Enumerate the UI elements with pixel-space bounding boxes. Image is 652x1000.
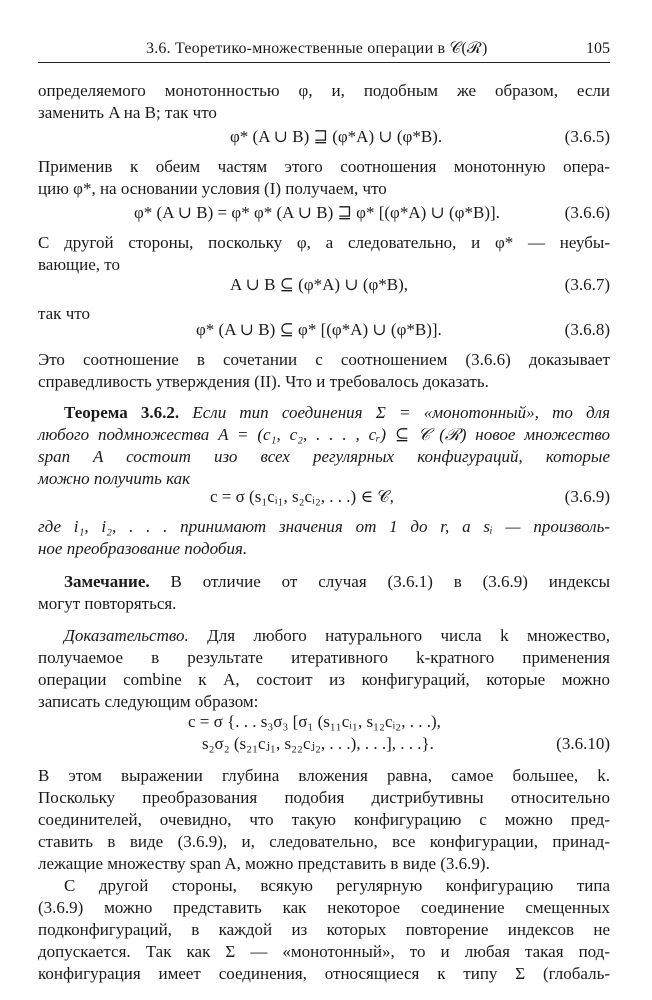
- text-line: могут повторяться.: [38, 594, 177, 613]
- text-line: цию φ*, на основании условия (I) получаем, что: [38, 179, 387, 198]
- text-line: Применив к обеим частям этого соотношения монотонную опера-: [38, 157, 610, 176]
- text-line: получаемое в результате итеративного k-кратного применения: [38, 648, 610, 667]
- text-line: допускается. Так как Σ — «монотонный», то и любая такая под-: [38, 942, 610, 961]
- remark-label: Замечание.: [64, 572, 150, 591]
- equation-number: (3.6.10): [556, 734, 610, 753]
- text-line: конфигурация имеет соединения, относящиеся к типу Σ (глобаль-: [38, 964, 610, 983]
- equation-expression: φ* (A ∪ B) ⊒ (φ*A) ∪ (φ*B).: [230, 127, 443, 146]
- text-line: Поскольку преобразования подобия дистрибутивны относительно: [38, 788, 610, 807]
- proof-text: Для любого натурального числа k множество,: [207, 626, 611, 645]
- text-line: С другой стороны, всякую регулярную конфигурацию типа: [64, 876, 610, 895]
- equation-number: (3.6.8): [564, 320, 610, 339]
- equation-expression: s₂σ₂ (s₂₁cⱼ₁, s₂₂cⱼ₂, . . .), . . .], . . .}.: [202, 734, 434, 753]
- page-number: 105: [586, 40, 610, 57]
- equation-3-6-9: [38, 485, 610, 509]
- text-line: соединителей, очевидно, что такую конфигурацию c можно пред-: [38, 810, 610, 829]
- book-page: [38, 0, 610, 1000]
- running-title: 3.6. Теоретико-множественные операции в 𝒞(ℛ): [146, 40, 488, 57]
- text-line: С другой стороны, поскольку φ, а следовательно, и φ* — неубы-: [38, 233, 610, 252]
- proof-line: [64, 624, 610, 648]
- theorem-text: Если тип соединения Σ = «монотонный», то для: [192, 403, 611, 422]
- equation-expression: c = σ {. . . s₃σ₃ [σ₁ (s₁₁cᵢ₁, s₁₂cᵢ₂, . . .),: [188, 712, 441, 731]
- text-line: (3.6.9) можно представить как некоторое соединение смещенных: [38, 898, 610, 917]
- equation-3-6-8: [38, 318, 610, 342]
- equation-3-6-7: [38, 273, 610, 297]
- equation-3-6-10-line1: [38, 710, 610, 734]
- theorem-line: любого подмножества A = (c₁, c₂, . . . , cᵣ) ⊆ 𝒞 (ℛ) новое множество: [38, 425, 610, 444]
- equation-expression: φ* (A ∪ B) = φ* φ* (A ∪ B) ⊒ φ* [(φ*A) ∪ (φ*B)].: [134, 203, 500, 222]
- theorem-line: span A состоит изо всех регулярных конфигураций, которые: [38, 447, 610, 466]
- equation-expression: φ* (A ∪ B) ⊆ φ* [(φ*A) ∪ (φ*B)].: [196, 320, 442, 339]
- equation-number: (3.6.9): [564, 487, 610, 506]
- text-line: лежащие множеству span A, можно представить в виде (3.6.9).: [38, 854, 490, 873]
- text-line: операции combine к A, состоит из конфигураций, которые можно: [38, 670, 610, 689]
- text-line: подконфигураций, в каждой из которых повторение индексов не: [38, 920, 610, 939]
- equation-3-6-6: [38, 201, 610, 225]
- text-line: записать следующим образом:: [38, 692, 259, 711]
- theorem-label: Теорема 3.6.2.: [64, 403, 180, 422]
- text-line: определяемого монотонностью φ, и, подобным же образом, если: [38, 81, 610, 100]
- proof-label: Доказательство.: [64, 626, 189, 645]
- theorem-line: ное преобразование подобия.: [38, 539, 248, 558]
- page-header: [38, 36, 610, 63]
- text-line: справедливость утверждения (II). Что и требовалось доказать.: [38, 372, 489, 391]
- text-line: вающие, то: [38, 255, 120, 274]
- text-line: ставить в виде (3.6.9), и, следовательно, все конфигурации, принад-: [38, 832, 610, 851]
- equation-expression: c = σ (s₁cᵢ₁, s₂cᵢ₂, . . .) ∈ 𝒞,: [210, 487, 394, 506]
- equation-3-6-5: [38, 125, 610, 149]
- equation-number: (3.6.7): [564, 275, 610, 294]
- remark-text: В отличие от случая (3.6.1) в (3.6.9) индексы: [170, 572, 610, 591]
- equation-expression: A ∪ B ⊆ (φ*A) ∪ (φ*B),: [230, 275, 409, 294]
- remark-line: [64, 570, 610, 594]
- equation-number: (3.6.6): [564, 203, 610, 222]
- text-line: заменить A на B; так что: [38, 103, 217, 122]
- theorem-line: где i₁, i₂, . . . принимают значения от 1 до r, а sᵢ — произволь-: [38, 517, 610, 536]
- theorem-line: можно получить как: [38, 469, 191, 488]
- theorem-line: [64, 401, 610, 425]
- text-line: В этом выражении глубина вложения равна, самое большее, k.: [38, 766, 610, 785]
- equation-number: (3.6.5): [564, 127, 610, 146]
- text-line: так что: [38, 304, 90, 323]
- text-line: Это соотношение в сочетании с соотношением (3.6.6) доказывает: [38, 350, 610, 369]
- equation-3-6-10-line2: [38, 732, 610, 756]
